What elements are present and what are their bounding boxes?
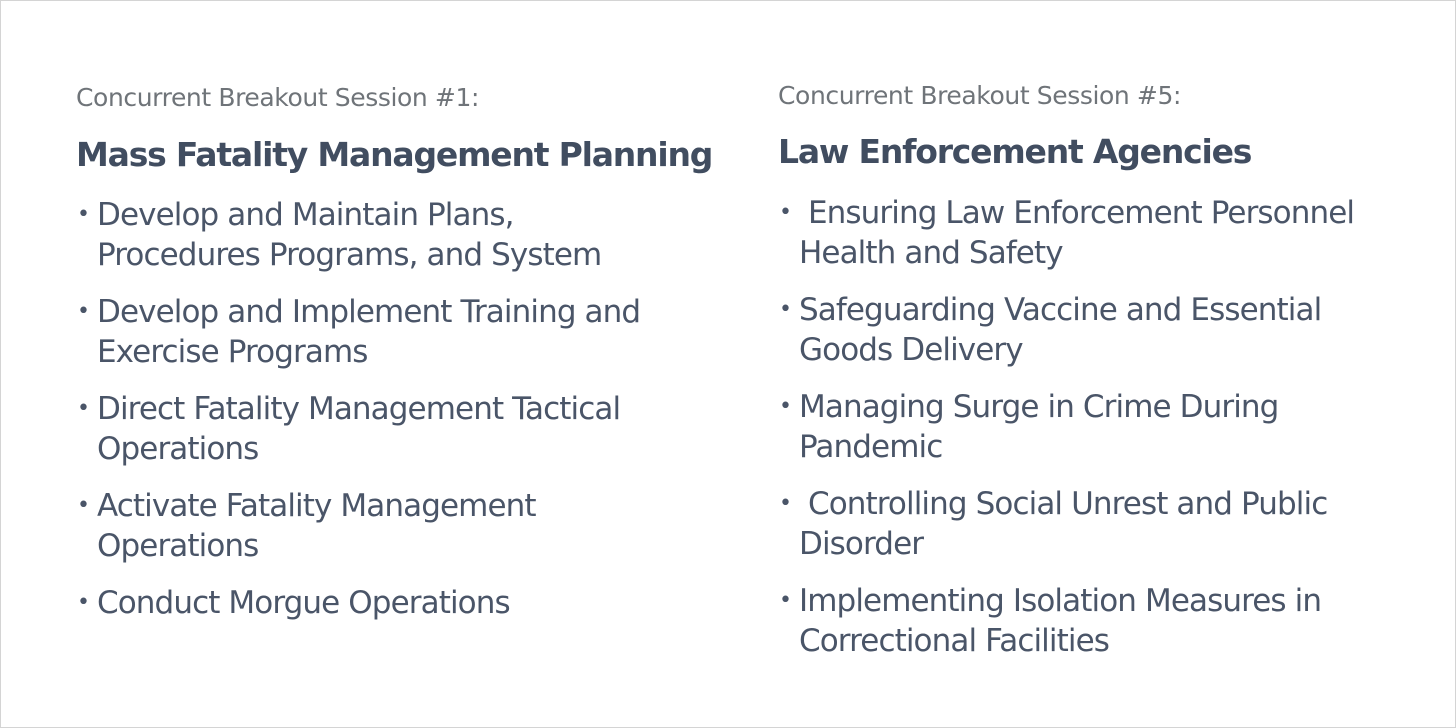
list-item [76, 583, 640, 623]
bullet-icon: • [779, 297, 792, 322]
list-item [778, 484, 1354, 564]
bullet-icon: • [779, 588, 792, 613]
list-item-text: Activate Fatality Management Operations [97, 488, 536, 564]
list-item [76, 389, 640, 469]
session-5-label: Concurrent Breakout Session #5: [778, 81, 1181, 110]
bullet-icon: • [77, 590, 90, 615]
bullet-icon: • [77, 299, 90, 324]
list-item [778, 290, 1354, 370]
list-item-text: Direct Fatality Management Tactical Operations [97, 391, 621, 467]
list-item-text: Ensuring Law Enforcement Personnel Health and Safety [799, 195, 1355, 271]
bullet-icon: • [779, 200, 792, 225]
list-item [76, 292, 640, 372]
bullet-icon: • [779, 394, 792, 419]
bullet-icon: • [779, 491, 792, 516]
session-5-topic-list [778, 193, 1354, 678]
bullet-icon: • [77, 202, 90, 227]
list-item-text: Safeguarding Vaccine and Essential Goods Delivery [799, 292, 1322, 368]
list-item [778, 387, 1354, 467]
list-item [778, 581, 1354, 661]
bullet-icon: • [77, 493, 90, 518]
session-1-title: Mass Fatality Management Planning [76, 135, 713, 174]
list-item-text: Controlling Social Unrest and Public Disorder [799, 486, 1328, 562]
list-item-text: Develop and Implement Training and Exercise Programs [97, 294, 641, 370]
list-item-text: Managing Surge in Crime During Pandemic [799, 389, 1279, 465]
list-item [76, 486, 640, 566]
list-item [778, 193, 1354, 273]
list-item [76, 195, 640, 275]
list-item-text: Implementing Isolation Measures in Correctional Facilities [799, 583, 1322, 659]
list-item-text: Conduct Morgue Operations [97, 585, 510, 621]
session-1-label: Concurrent Breakout Session #1: [76, 83, 479, 112]
session-5-title: Law Enforcement Agencies [778, 132, 1252, 171]
session-1-topic-list [76, 195, 640, 640]
bullet-icon: • [77, 396, 90, 421]
list-item-text: Develop and Maintain Plans, Procedures Programs, and System [97, 197, 602, 273]
